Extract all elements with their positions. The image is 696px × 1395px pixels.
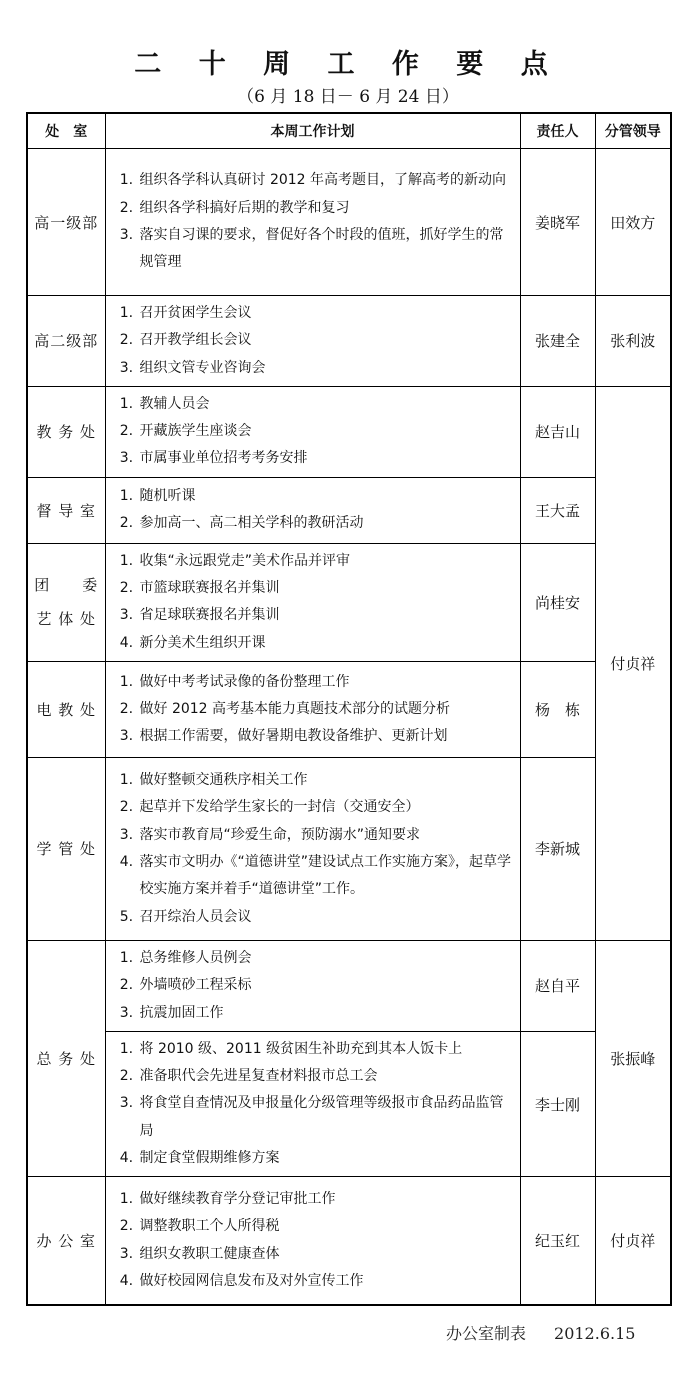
task-item: 1. 做好继续教育学分登记审批工作 [138, 1186, 516, 1213]
task-list [106, 544, 520, 661]
plan-cell [105, 757, 520, 940]
dept-cell: 高一级部 [27, 149, 105, 296]
task-list [106, 479, 520, 542]
task-item: 3. 落实市教育局“珍爱生命，预防溺水”通知要求 [138, 822, 516, 849]
leader-cell: 付贞祥 [595, 1177, 671, 1305]
plan-cell [105, 543, 520, 661]
table-row [27, 386, 671, 477]
task-item: 1. 收集“永远跟党走”美术作品并评审 [138, 548, 516, 575]
person-cell: 赵吉山 [520, 386, 595, 477]
person-cell: 李新城 [520, 757, 595, 940]
leader-cell: 张振峰 [595, 940, 671, 1176]
task-list [106, 163, 520, 280]
person-cell: 张建全 [520, 296, 595, 387]
person-cell: 赵自平 [520, 940, 595, 1031]
task-item: 2. 召开教学组长会议 [138, 327, 516, 354]
dept-line: 艺 体 处 [36, 610, 97, 629]
person-cell: 李士刚 [520, 1031, 595, 1176]
footer-date: 2012.6.15 [554, 1324, 636, 1343]
dept-cell: 办 公 室 [27, 1177, 105, 1305]
leader-cell: 田效方 [595, 149, 671, 296]
task-list [106, 1182, 520, 1299]
table-row [27, 940, 671, 1031]
task-item: 4. 做好校园网信息发布及对外宣传工作 [138, 1268, 516, 1295]
task-list [106, 1032, 520, 1176]
table-row [27, 477, 671, 543]
dept-line: 团 委 [34, 576, 99, 595]
table-row [27, 757, 671, 940]
footer [446, 1321, 635, 1344]
plan-cell [105, 296, 520, 387]
plan-cell [105, 1177, 520, 1305]
dept-cell: 总 务 处 [27, 940, 105, 1176]
plan-cell [105, 940, 520, 1031]
task-item: 2. 组织各学科搞好后期的教学和复习 [138, 195, 516, 222]
task-item: 2. 准备职代会先进星复查材料报市总工会 [138, 1063, 516, 1090]
task-item: 1. 做好中考考试录像的备份整理工作 [138, 669, 516, 696]
task-item: 1. 将 2010 级、2011 级贫困生补助充到其本人饭卡上 [138, 1036, 516, 1063]
task-item: 1. 随机听课 [138, 483, 516, 510]
table-row [27, 543, 671, 661]
task-item: 2. 开藏族学生座谈会 [138, 418, 516, 445]
table-row [27, 149, 671, 296]
header-dept: 处 室 [27, 113, 105, 149]
dept-cell: 电 教 处 [27, 661, 105, 757]
plan-cell [105, 386, 520, 477]
dept-cell: 高二级部 [27, 296, 105, 387]
work-plan-table [26, 112, 672, 1306]
task-item: 1. 组织各学科认真研讨 2012 年高考题目，了解高考的新动向 [138, 167, 516, 194]
dept-cell: 教 务 处 [27, 386, 105, 477]
person-cell: 王大孟 [520, 477, 595, 543]
table-row [27, 1177, 671, 1305]
task-item: 3. 落实自习课的要求，督促好各个时段的值班，抓好学生的常规管理 [138, 222, 516, 277]
header-person: 责任人 [520, 113, 595, 149]
task-item: 2. 市篮球联赛报名并集训 [138, 575, 516, 602]
person-cell: 尚桂安 [520, 543, 595, 661]
task-item: 1. 做好整顿交通秩序相关工作 [138, 767, 516, 794]
task-item: 3. 根据工作需要，做好暑期电教设备维护、更新计划 [138, 723, 516, 750]
task-item: 3. 市属事业单位招考考务安排 [138, 445, 516, 472]
task-item: 3. 将食堂自查情况及申报量化分级管理等级报市食品药品监管局 [138, 1090, 516, 1145]
task-item: 5. 召开综治人员会议 [138, 904, 516, 931]
plan-cell [105, 149, 520, 296]
leader-cell: 张利波 [595, 296, 671, 387]
dept-cell: 学 管 处 [27, 757, 105, 940]
task-list [106, 387, 520, 477]
person-cell: 纪玉红 [520, 1177, 595, 1305]
task-item: 2. 外墙喷砂工程采标 [138, 972, 516, 999]
plan-cell [105, 477, 520, 543]
leader-cell: 付贞祥 [595, 386, 671, 940]
task-item: 2. 做好 2012 高考基本能力真题技术部分的试题分析 [138, 696, 516, 723]
dept-cell: 督 导 室 [27, 477, 105, 543]
task-list [106, 296, 520, 386]
dept-cell [27, 543, 105, 661]
task-item: 2. 起草并下发给学生家长的一封信（交通安全） [138, 794, 516, 821]
person-cell: 姜晓军 [520, 149, 595, 296]
task-item: 3. 组织文管专业咨询会 [138, 355, 516, 382]
plan-cell [105, 1031, 520, 1176]
plan-cell [105, 661, 520, 757]
header-plan: 本周工作计划 [105, 113, 520, 149]
task-item: 1. 总务维修人员例会 [138, 945, 516, 972]
task-item: 4. 落实市文明办《“道德讲堂”建设试点工作实施方案》，起草学校实施方案并着手“道德讲堂”工作。 [138, 849, 516, 904]
table-row [27, 1031, 671, 1176]
task-list [106, 941, 520, 1031]
footer-maker: 办公室制表 [446, 1324, 527, 1343]
date-range-subtitle: （6 月 18 日－ 6 月 24 日） [237, 87, 459, 107]
task-item: 4. 制定食堂假期维修方案 [138, 1145, 516, 1172]
task-item: 3. 组织女教职工健康查体 [138, 1241, 516, 1268]
person-cell: 杨 栋 [520, 661, 595, 757]
table-row [27, 296, 671, 387]
task-item: 2. 参加高一、高二相关学科的教研活动 [138, 510, 516, 537]
task-item: 2. 调整教职工个人所得税 [138, 1213, 516, 1240]
task-item: 3. 省足球联赛报名并集训 [138, 602, 516, 629]
table-header-row [27, 113, 671, 149]
task-item: 4. 新分美术生组织开课 [138, 630, 516, 657]
task-list [106, 665, 520, 755]
header-leader: 分管领导 [595, 113, 671, 149]
task-item: 1. 召开贫困学生会议 [138, 300, 516, 327]
task-item: 1. 教辅人员会 [138, 391, 516, 418]
task-item: 3. 抗震加固工作 [138, 1000, 516, 1027]
table-row [27, 661, 671, 757]
page-title: 二 十 周 工 作 要 点 [134, 49, 562, 80]
task-list [106, 763, 520, 935]
